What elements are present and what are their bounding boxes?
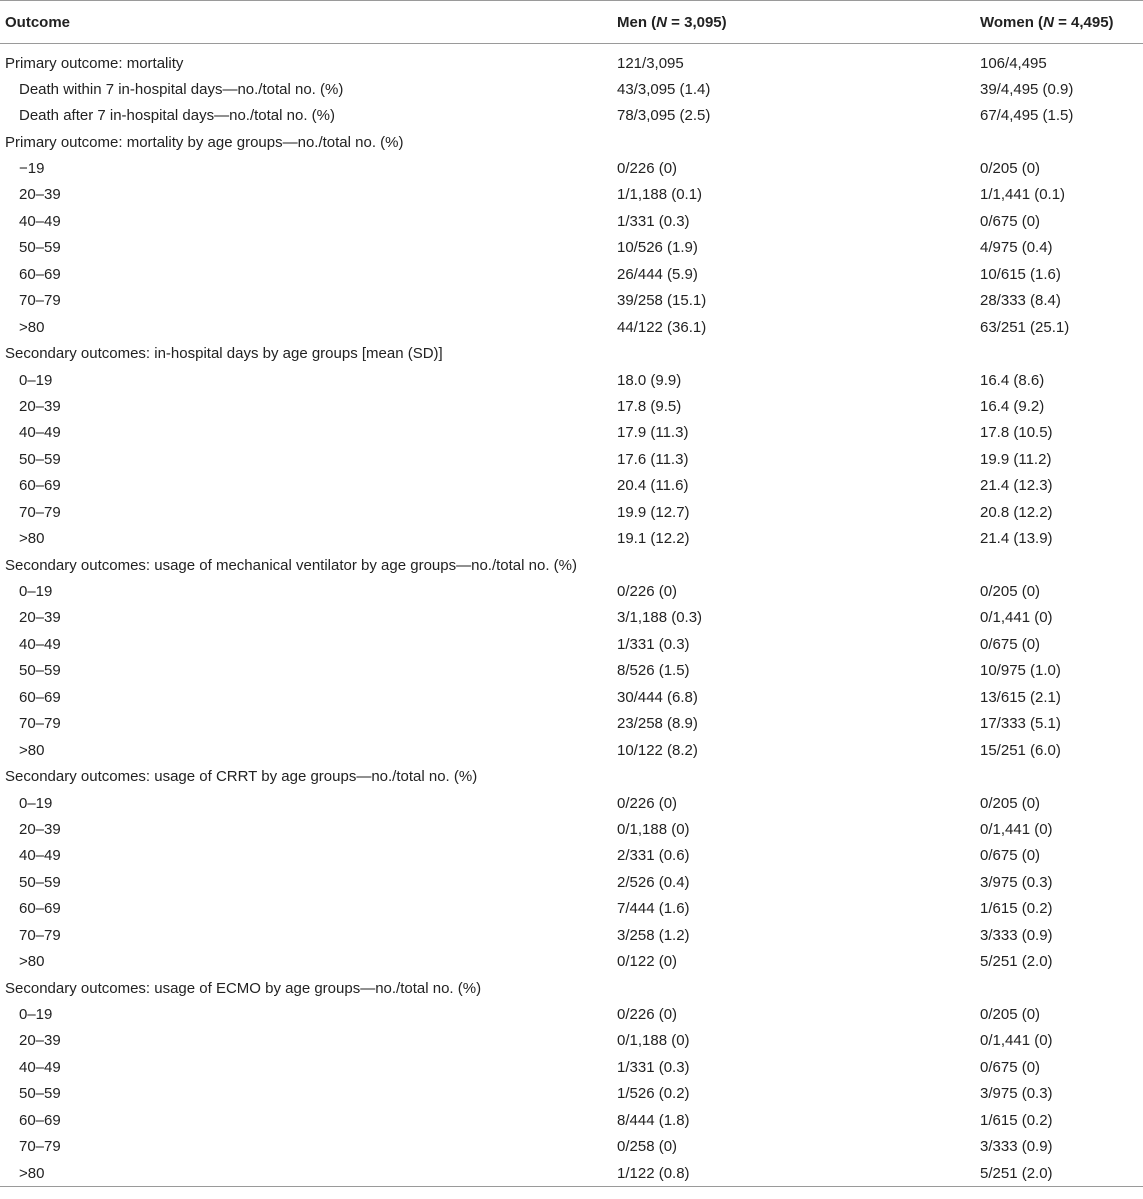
row-label: 70–79: [19, 926, 61, 944]
row-label: 0–19: [19, 583, 53, 601]
table-row: [0, 1134, 1143, 1160]
section-row: [0, 975, 1143, 1001]
men-value: 19.1 (12.2): [617, 530, 690, 548]
men-value: 7/444 (1.6): [617, 900, 690, 918]
women-value: 0/205 (0): [980, 160, 1041, 178]
women-value: 0/1,441 (0): [980, 820, 1053, 838]
row-label: 60–69: [19, 900, 61, 918]
row-label: >80: [0, 1160, 617, 1187]
header-row: [0, 1, 1143, 44]
table-row: [0, 684, 1143, 710]
men-value: 17.8 (9.5): [617, 397, 682, 415]
men-value: 0/1,188 (0): [617, 1032, 690, 1050]
women-value: 0/675 (0): [980, 635, 1041, 653]
men-value: 1/331 (0.3): [617, 212, 690, 230]
men-value: 0/226 (0): [617, 794, 678, 812]
women-value: 28/333 (8.4): [980, 292, 1061, 310]
row-label: 20–39: [19, 820, 61, 838]
table-row: [0, 155, 1143, 181]
women-value: 13/615 (2.1): [980, 688, 1061, 706]
row-label: 0–19: [19, 1006, 53, 1024]
women-value: [980, 340, 1143, 366]
row-label: Primary outcome: mortality: [5, 54, 184, 72]
row-label: Primary outcome: mortality by age groups—no./total no. (%): [5, 133, 404, 151]
men-value: 44/122 (36.1): [617, 318, 707, 336]
men-value: 30/444 (6.8): [617, 688, 698, 706]
women-value: 21.4 (13.9): [980, 530, 1053, 548]
men-value: 0/226 (0): [617, 1006, 678, 1024]
men-value: [617, 340, 980, 366]
women-value: [980, 129, 1143, 155]
men-value: 8/526 (1.5): [617, 662, 690, 680]
table-row: [0, 525, 1143, 551]
table-header: [0, 1, 1143, 44]
women-value: [980, 552, 1143, 578]
table-body: [0, 44, 1143, 1187]
header-men-n: N: [656, 13, 668, 31]
women-value: 20.8 (12.2): [980, 503, 1053, 521]
men-value: 1/122 (0.8): [617, 1160, 980, 1187]
table-row: [0, 1054, 1143, 1080]
men-value: 0/122 (0): [617, 953, 678, 971]
women-value: 63/251 (25.1): [980, 318, 1070, 336]
table-row: [0, 631, 1143, 657]
women-value: 1/615 (0.2): [980, 900, 1053, 918]
row-label: Secondary outcomes: usage of mechanical ventilator by age groups—no./total no. (%): [5, 556, 577, 574]
row-label: 40–49: [19, 847, 61, 865]
men-value: [617, 129, 980, 155]
section-row: [0, 44, 1143, 77]
men-value: 0/258 (0): [617, 1138, 678, 1156]
row-label: 40–49: [19, 424, 61, 442]
row-label: 20–39: [19, 1032, 61, 1050]
women-value: 0/205 (0): [980, 794, 1041, 812]
row-label: 20–39: [19, 186, 61, 204]
men-value: 43/3,095 (1.4): [617, 80, 711, 98]
row-label: 40–49: [19, 635, 61, 653]
table-row: [0, 737, 1143, 763]
men-value: 20.4 (11.6): [617, 477, 689, 495]
row-label: 60–69: [19, 1111, 61, 1129]
table-row: [0, 1001, 1143, 1027]
men-value: [617, 763, 980, 789]
table-row: [0, 1107, 1143, 1133]
table-row: [0, 578, 1143, 604]
men-value: 0/226 (0): [617, 160, 678, 178]
men-value: 10/526 (1.9): [617, 239, 698, 257]
row-label: Death within 7 in-hospital days—no./total no. (%): [19, 80, 344, 98]
row-label: 70–79: [19, 715, 61, 733]
table-row: [0, 711, 1143, 737]
table-row: [0, 1028, 1143, 1054]
men-value: 1/1,188 (0.1): [617, 186, 703, 204]
men-value: 2/331 (0.6): [617, 847, 690, 865]
row-label: 40–49: [19, 212, 61, 230]
table-row: [0, 605, 1143, 631]
table-row: [0, 76, 1143, 102]
table-row: [0, 790, 1143, 816]
table-row: [0, 235, 1143, 261]
row-label: 0–19: [19, 794, 53, 812]
table-row: [0, 658, 1143, 684]
men-value: 78/3,095 (2.5): [617, 107, 711, 125]
row-label: 70–79: [19, 292, 61, 310]
men-value: 1/331 (0.3): [617, 1058, 690, 1076]
table-row: [0, 420, 1143, 446]
row-label: 20–39: [19, 397, 61, 415]
table-row: [0, 288, 1143, 314]
row-label: 0–19: [19, 371, 53, 389]
header-women-n: N: [1043, 13, 1054, 31]
men-value: 121/3,095: [617, 54, 684, 72]
men-value: 18.0 (9.9): [617, 371, 682, 389]
table-row: [0, 896, 1143, 922]
row-label: Secondary outcomes: usage of CRRT by age groups—no./total no. (%): [5, 768, 478, 786]
table-row: [0, 948, 1143, 974]
men-value: 8/444 (1.8): [617, 1111, 690, 1129]
men-value: 26/444 (5.9): [617, 265, 698, 283]
men-value: [617, 975, 980, 1001]
row-label: 50–59: [19, 239, 61, 257]
women-value: 10/975 (1.0): [980, 662, 1061, 680]
table-row: [0, 261, 1143, 287]
row-label: 70–79: [19, 1138, 61, 1156]
men-value: 3/1,188 (0.3): [617, 609, 703, 627]
table-row: [0, 314, 1143, 340]
table-row: [0, 843, 1143, 869]
women-value: 0/675 (0): [980, 212, 1041, 230]
row-label: Death after 7 in-hospital days—no./total no. (%): [19, 107, 335, 125]
header-outcome-label: Outcome: [5, 13, 71, 31]
women-value: 3/975 (0.3): [980, 1085, 1053, 1103]
women-value: 10/615 (1.6): [980, 265, 1061, 283]
men-value: 39/258 (15.1): [617, 292, 707, 310]
header-women: [980, 1, 1143, 44]
women-value: 0/205 (0): [980, 1006, 1041, 1024]
women-value: 0/1,441 (0): [980, 609, 1053, 627]
women-value: 3/975 (0.3): [980, 873, 1053, 891]
men-value: 17.6 (11.3): [617, 450, 689, 468]
header-outcome: [0, 1, 617, 44]
row-label: 50–59: [19, 662, 61, 680]
table-row: [0, 869, 1143, 895]
table-row: [0, 446, 1143, 472]
women-value: 0/675 (0): [980, 847, 1041, 865]
header-women-prefix: Women (: [980, 13, 1044, 31]
row-label: 70–79: [19, 503, 61, 521]
row-label: 60–69: [19, 477, 61, 495]
men-value: 1/526 (0.2): [617, 1085, 690, 1103]
table-row: [0, 1081, 1143, 1107]
men-value: 19.9 (12.7): [617, 503, 690, 521]
header-men-suffix: = 3,095): [667, 13, 727, 31]
women-value: [980, 763, 1143, 789]
men-value: 0/1,188 (0): [617, 820, 690, 838]
row-label: >80: [19, 530, 45, 548]
women-value: 0/675 (0): [980, 1058, 1041, 1076]
women-value: 39/4,495 (0.9): [980, 80, 1074, 98]
table-row: [0, 182, 1143, 208]
women-value: 0/205 (0): [980, 583, 1041, 601]
women-value: 67/4,495 (1.5): [980, 107, 1074, 125]
men-value: 1/331 (0.3): [617, 635, 690, 653]
table-row: [0, 816, 1143, 842]
table-row: [0, 499, 1143, 525]
row-label: 60–69: [19, 688, 61, 706]
row-label: −19: [19, 160, 45, 178]
row-label: >80: [19, 741, 45, 759]
women-value: 5/251 (2.0): [980, 1160, 1143, 1187]
section-row: [0, 763, 1143, 789]
header-men-prefix: Men (: [617, 13, 657, 31]
women-value: 106/4,495: [980, 54, 1047, 72]
women-value: 4/975 (0.4): [980, 239, 1053, 257]
row-label: 50–59: [19, 450, 61, 468]
row-label: >80: [19, 318, 45, 336]
table-row: [0, 102, 1143, 128]
women-value: 17/333 (5.1): [980, 715, 1061, 733]
men-value: 0/226 (0): [617, 583, 678, 601]
row-label: 60–69: [19, 265, 61, 283]
row-label: 50–59: [19, 873, 61, 891]
women-value: 16.4 (8.6): [980, 371, 1045, 389]
men-value: 2/526 (0.4): [617, 873, 690, 891]
men-value: 3/258 (1.2): [617, 926, 690, 944]
section-row: [0, 129, 1143, 155]
women-value: 16.4 (9.2): [980, 397, 1045, 415]
section-row: [0, 552, 1143, 578]
row-label: 40–49: [19, 1058, 61, 1076]
table-row: [0, 367, 1143, 393]
women-value: [980, 975, 1143, 1001]
men-value: 17.9 (11.3): [617, 424, 689, 442]
header-men: [617, 1, 980, 44]
women-value: 1/615 (0.2): [980, 1111, 1053, 1129]
women-value: 0/1,441 (0): [980, 1032, 1053, 1050]
row-label: 50–59: [19, 1085, 61, 1103]
women-value: 19.9 (11.2): [980, 450, 1052, 468]
women-value: 17.8 (10.5): [980, 424, 1053, 442]
men-value: 10/122 (8.2): [617, 741, 698, 759]
row-label: Secondary outcomes: usage of ECMO by age groups—no./total no. (%): [5, 979, 482, 997]
row-label: 20–39: [19, 609, 61, 627]
row-label: Secondary outcomes: in-hospital days by age groups [mean (SD)]: [5, 345, 443, 363]
women-value: 5/251 (2.0): [980, 953, 1053, 971]
table-row: [0, 393, 1143, 419]
header-women-suffix: = 4,495): [1053, 13, 1114, 31]
section-row: [0, 340, 1143, 366]
men-value: 23/258 (8.9): [617, 715, 698, 733]
women-value: 3/333 (0.9): [980, 926, 1053, 944]
women-value: 1/1,441 (0.1): [980, 186, 1066, 204]
table-row: [0, 1160, 1143, 1187]
table-row: [0, 208, 1143, 234]
row-label: >80: [19, 953, 45, 971]
women-value: 21.4 (12.3): [980, 477, 1053, 495]
table-row: [0, 473, 1143, 499]
table-row: [0, 922, 1143, 948]
women-value: 15/251 (6.0): [980, 741, 1061, 759]
men-value: [617, 552, 980, 578]
women-value: 3/333 (0.9): [980, 1138, 1053, 1156]
